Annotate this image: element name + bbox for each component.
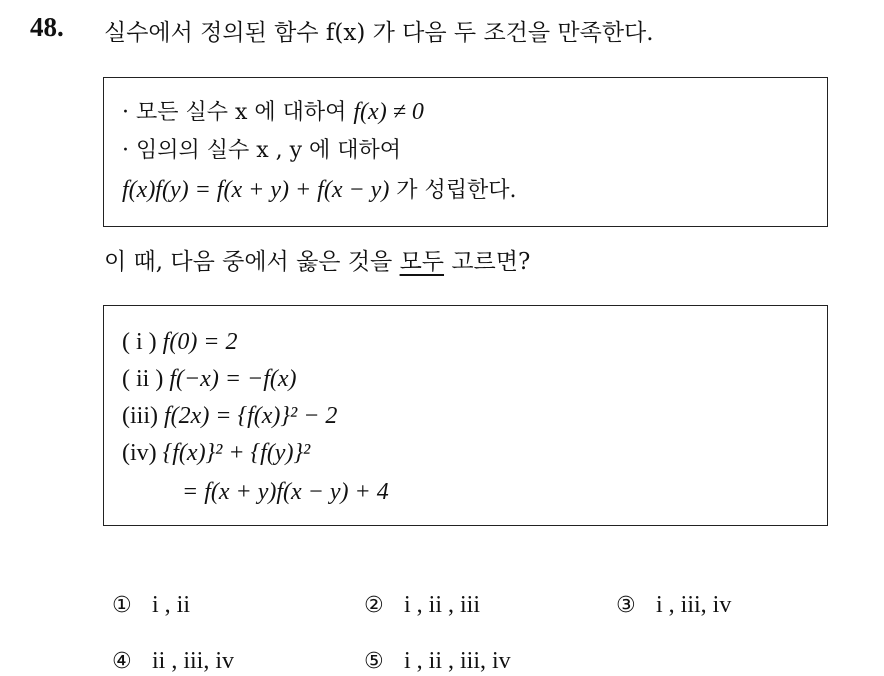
choice-4[interactable] <box>112 648 234 675</box>
choice-text: ii , iii, iv <box>152 648 235 674</box>
choice-text: i , ii <box>152 592 191 618</box>
statements-box <box>103 305 828 526</box>
sub-question-emphasis: 모두 <box>399 249 445 275</box>
question-stem: 실수에서 정의된 함수 f(x) 가 다음 두 조건을 만족한다. <box>104 20 654 46</box>
choice-number: ② <box>364 593 384 618</box>
statement-expr: f(2x) = {f(x)}² − 2 <box>164 403 338 429</box>
statement-label: ( i ) <box>122 329 157 355</box>
statement-1 <box>122 328 238 356</box>
condition-1-text: · 모든 실수 x 에 대하여 <box>122 100 354 125</box>
condition-3-text: 가 성립한다. <box>389 178 517 203</box>
statement-4 <box>122 439 310 467</box>
statement-4-continued <box>176 478 389 506</box>
choice-number: ④ <box>112 649 132 674</box>
statement-expr: f(0) = 2 <box>162 329 238 355</box>
choice-text: i , ii , iii <box>404 592 481 618</box>
choice-text: i , iii, iv <box>656 592 732 618</box>
statement-expr: f(−x) = −f(x) <box>169 366 297 392</box>
sub-question-after: 고르면? <box>444 249 531 275</box>
choice-2[interactable] <box>364 592 480 619</box>
statement-3 <box>122 402 337 430</box>
statement-label: ( ii ) <box>122 366 164 392</box>
sub-question-before: 이 때, 다음 중에서 옳은 것을 <box>104 249 400 275</box>
sub-question <box>104 243 530 276</box>
choice-number: ⑤ <box>364 649 384 674</box>
condition-3-math: f(x)f(y) = f(x + y) + f(x − y) <box>122 177 390 203</box>
condition-line-1 <box>122 98 424 127</box>
condition-line-2: · 임의의 실수 x , y 에 대하여 <box>122 138 402 163</box>
statement-expr: = f(x + y)f(x − y) + 4 <box>182 479 389 505</box>
choice-1[interactable] <box>112 592 190 619</box>
statement-2 <box>122 365 297 393</box>
choice-text: i , ii , iii, iv <box>404 648 511 674</box>
choice-number: ① <box>112 593 132 618</box>
choice-number: ③ <box>616 593 636 618</box>
choice-5[interactable] <box>364 648 511 675</box>
condition-1-math: f(x) ≠ 0 <box>353 99 424 125</box>
statement-label: (iv) <box>122 440 157 466</box>
condition-line-3 <box>122 176 517 205</box>
statement-expr: {f(x)}² + {f(y)}² <box>162 440 311 466</box>
question-number: 48. <box>30 12 64 42</box>
statement-label: (iii) <box>122 403 158 429</box>
choice-3[interactable] <box>616 592 731 619</box>
conditions-box <box>103 77 828 227</box>
